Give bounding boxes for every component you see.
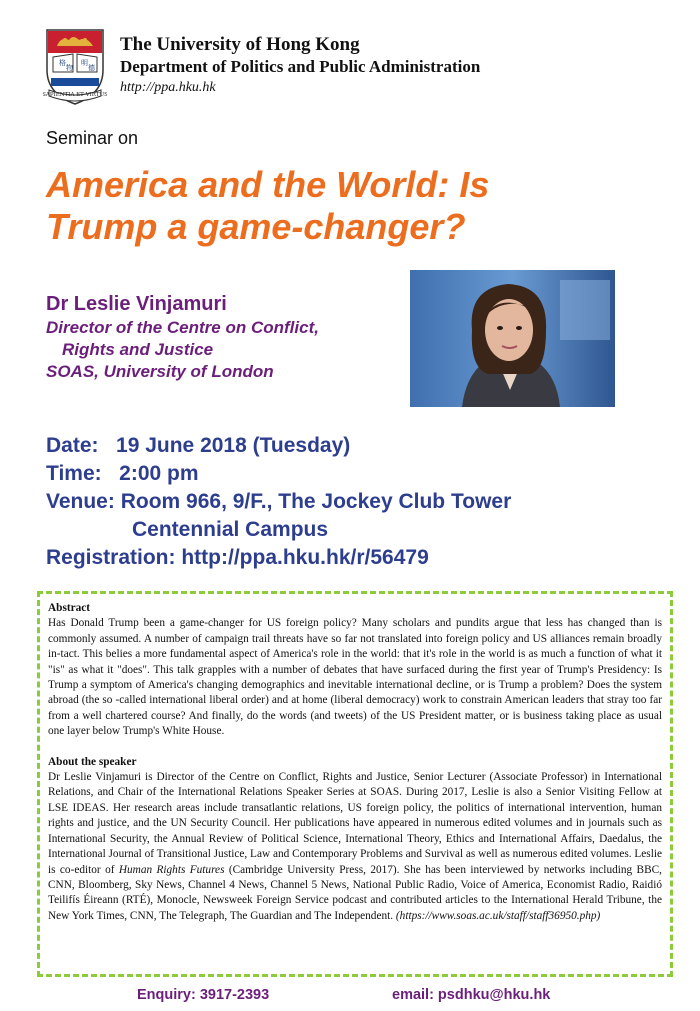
- time-label: Time:: [46, 462, 102, 485]
- svg-text:SAPIENTIA ET VIRTUS: SAPIENTIA ET VIRTUS: [43, 92, 107, 98]
- about-text-part-1: Dr Leslie Vinjamuri is Director of the Centre on Conflict, Rights and Justice, Senior Lecturer (Associate Professor) in International Relations, and Chair of the International Relations Speaker Series at SOAS. During 2017, Leslie is also a Senior Visiting Fellow at LSE IDEAS. Her research areas include transatlantic relations, US foreign policy, the politics of international intervention, human rights and justice, and the UN Security Council. Her publications have appeared in numerous edited volumes and in journals such as International Security, the Annual Review of Political Science, International Theory, Ethics and International Affairs, Daedalus, the International Journal of Transitional Justice, Law and Contemporary Problems and Survival as well as numerous edited volumes. Leslie is co-editor of: [48, 771, 662, 876]
- abstract-content: [48, 601, 662, 924]
- book-title: Human Rights Futures: [118, 863, 225, 876]
- date-row: [46, 432, 511, 460]
- speaker-position-line-1: Director of the Centre on Conflict,: [46, 318, 319, 337]
- abstract-text: Has Donald Trump been a game-changer for US foreign policy? Many scholars and pundits argue that less has changed than is commonly assumed. A number of campaign trail threats have so far not translated into foreign policy and US alliances remain broadly in-tact. This belies a more fundamental aspect of America's role in the world: that it's role in the world is as much a function of what it "is" as what it "does". This talk grapples with a number of debates that have surfaced during the first year of Trump's Presidency: Is Trump a symptom of America's changing demographics and inevitable international decline, or is Trump a problem? Does the system abroad (the so -called international liberal order) and at home (liberal democracy) work to constrain American leaders that stray too far from a well chartered course? And finally, do the words (and tweets) of the US President matter, or is business taking place as usual one layer below Trump's White House.: [48, 617, 662, 738]
- speaker-position-line-2: Rights and Justice: [62, 340, 214, 359]
- speaker-affiliation: SOAS, University of London: [46, 362, 274, 381]
- svg-text:物: 物: [66, 64, 73, 72]
- venue-label: Venue:: [46, 490, 115, 513]
- registration-link[interactable]: http://ppa.hku.hk/r/56479: [181, 546, 429, 569]
- enquiry-phone: Enquiry: 3917-2393: [137, 987, 270, 1003]
- speaker-name: Dr Leslie Vinjamuri: [46, 293, 227, 315]
- seminar-title: [46, 164, 646, 248]
- seminar-title-line-2: Trump a game-changer?: [46, 206, 466, 247]
- date-label: Date:: [46, 434, 99, 457]
- seminar-title-line-1: America and the World: Is: [46, 164, 490, 205]
- speaker-block: [46, 291, 319, 383]
- time-value: 2:00 pm: [119, 462, 199, 485]
- source-link[interactable]: (https://www.soas.ac.uk/staff/staff36950.php): [395, 909, 601, 922]
- speaker-photo: [410, 270, 615, 407]
- about-text: [48, 770, 662, 924]
- registration-label: Registration:: [46, 546, 176, 569]
- abstract-box: [37, 591, 673, 977]
- venue-row: [46, 488, 511, 516]
- seminar-intro: Seminar on: [46, 128, 139, 148]
- time-row: [46, 460, 511, 488]
- enquiry-email[interactable]: email: psdhku@hku.hk: [392, 987, 551, 1003]
- abstract-heading: Abstract: [48, 602, 91, 614]
- date-value: 19 June 2018 (Tuesday): [116, 434, 351, 457]
- event-details: [46, 432, 511, 572]
- about-text-part-2: (Cambridge University Press, 2017). She has been interviewed by networks including BBC, CNN, Bloomberg, Sky News, Channel 4 News, Channel 5 News, National Public Radio, Voice of America, Economist Radio, Raidió Teilifís Éireann (RTÉ), Monocle, Newsweek Foreign Service podcast and contributed articles to the International Herald Tribune, the New York Times, CNN, The Telegraph, The Guardian and The Independent.: [48, 863, 662, 922]
- registration-row: [46, 544, 511, 572]
- university-crest-logo: [43, 26, 107, 106]
- university-header: [120, 34, 480, 98]
- venue-value: Room 966, 9/F., The Jockey Club Tower: [120, 490, 512, 513]
- svg-text:德: 德: [88, 64, 95, 72]
- department-url[interactable]: http://ppa.hku.hk: [120, 80, 216, 95]
- department-name: Department of Politics and Public Administration: [120, 57, 481, 76]
- venue-row-2: [46, 516, 511, 544]
- svg-text:格: 格: [59, 59, 66, 67]
- university-name: The University of Hong Kong: [120, 34, 360, 55]
- svg-text:明: 明: [81, 59, 88, 67]
- venue-value-line-2: Centennial Campus: [132, 518, 329, 541]
- about-heading: About the speaker: [48, 755, 137, 768]
